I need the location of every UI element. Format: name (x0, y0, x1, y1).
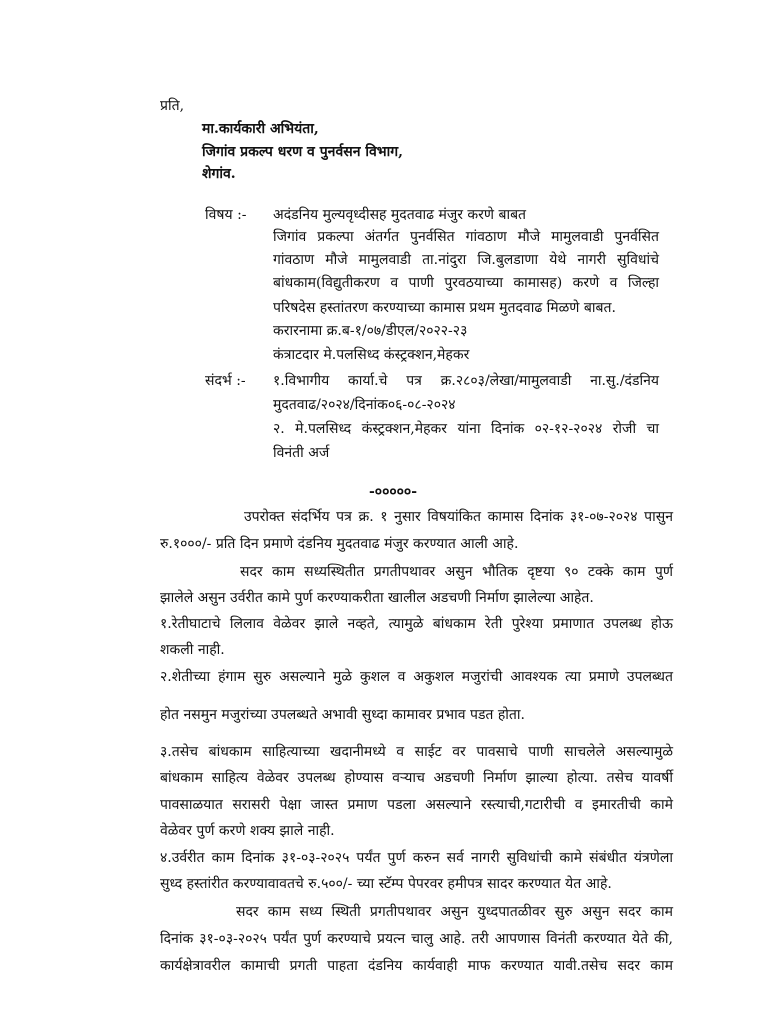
subject-line: बांधकाम(विद्युतीकरण व पाणी पुरवठयाच्या कामासह) करणे व जिल्हा (273, 275, 659, 291)
addressee-department: जिगांव प्रकल्प धरण व पुनर्वसन विभाग, (202, 144, 403, 160)
body-line: पावसाळयात सरासरी पेक्षा जास्त प्रमाण पडला असल्याने रस्त्याची,गटारीची व इमारतीची कामे (160, 797, 673, 813)
reference-line: १.विभागीय कार्या.चे पत्र क्र.२८०३/लेखा/मामुलवाडी ना.सु./दंडनिय (273, 373, 659, 389)
body-line: २.शेतीच्या हंगाम सुरु असल्याने मुळे कुशल व अकुशल मजुरांची आवश्यक त्या प्रमाणे उपलब्धत (160, 669, 673, 685)
reference-line: २. मे.पलसिध्द कंस्ट्रक्शन,मेहकर यांना दिनांक ०२-१२-२०२४ रोजी चा (273, 421, 659, 437)
reference-line: मुदतवाढ/२०२४/दिनांक०६-०८-२०२४ (273, 397, 456, 413)
body-line: सदर काम सध्य स्थिती प्रगतीपथावर असुन युध्दपातळीवर सुरु असुन सदर काम (236, 904, 673, 920)
body-line: होत नसमुन मजुरांच्या उपलब्धते अभावी सुध्दा कामावर प्रभाव पडत होता. (160, 707, 525, 723)
subject-label: विषय :- (205, 207, 247, 223)
body-line: ३.तसेच बांधकाम साहित्याच्या खदानीमध्ये व साईट वर पावसाचे पाणी साचलेले असल्यामुळे (160, 744, 673, 760)
salutation: प्रति, (160, 98, 185, 114)
subject-line: गांवठाण मौजे मामुलवाडी ता.नांदुरा जि.बुलडाणा येथे नागरी सुविधांचे (273, 252, 659, 268)
body-line: १.रेतीघाटाचे लिलाव वेळेवर झाले नव्हते, त्यामुळे बांधकाम रेती पुरेश्या प्रमाणात उपलब्ध होऊ (160, 616, 673, 632)
body-line: रु.१०००/- प्रति दिन प्रमाणे दंडनिय मुदतवाढ मंजुर करण्यात आली आहे. (160, 536, 519, 552)
body-line: दिनांक ३१-०३-२०२५ पर्यंत पुर्ण करण्याचे प्रयत्न चालु आहे. तरी आपणास विनंती करण्यात येते की, (160, 931, 673, 947)
reference-label: संदर्भ :- (205, 373, 246, 389)
subject-line: अदंडनिय मुल्यवृध्दीसह मुदतवाढ मंजुर करणे बाबत (273, 207, 527, 223)
addressee-city: शेगांव. (202, 166, 236, 182)
agreement-number: करारनामा क्र.ब-१/०७/डीएल/२०२२-२३ (273, 323, 468, 339)
contractor-name: कंत्राटदार मे.पलसिध्द कंस्ट्रक्शन,मेहकर (273, 347, 470, 363)
body-line: कार्यक्षेत्रावरील कामाची प्रगती पाहता दंडनिय कार्यवाही माफ करण्यात यावी.तसेच सदर काम (160, 958, 673, 974)
body-line: वेळेवर पुर्ण करणे शक्य झाले नाही. (160, 823, 335, 839)
addressee-title: मा.कार्यकारी अभियंता, (202, 121, 319, 137)
body-line: सुध्द हस्तांरीत करण्यावावतचे रु.५००/- च्या स्टॅम्प पेपरवर हमीपत्र सादर करण्यात येत आहे. (160, 876, 612, 892)
body-line: बांधकाम साहित्य वेळेवर उपलब्ध होण्यास वऱ्याच अडचणी निर्माण झाल्या होत्या. तसेच यावर्षी (160, 770, 673, 786)
separator: -०००००- (369, 484, 418, 500)
subject-line: जिगांव प्रकल्पा अंतर्गत पुनर्वसित गांवठाण मौजे मामुलवाडी पुनर्वसित (273, 229, 659, 245)
body-line: ४.उर्वरीत काम दिनांक ३१-०३-२०२५ पर्यंत पुर्ण करुन सर्व नागरी सुविधांची कामे संबंधीत यंत्रणेला (160, 850, 673, 866)
body-line: उपरोक्त संदर्भिय पत्र क्र. १ नुसार विषयांकित कामास दिनांक ३१-०७-२०२४ पासुन (244, 509, 673, 525)
body-line: शकली नाही. (160, 642, 225, 658)
body-line: झालेले असुन उर्वरीत कामे पुर्ण करण्याकरीता खालील अडचणी निर्माण झालेल्या आहेत. (160, 590, 594, 606)
reference-line: विनंती अर्ज (273, 445, 330, 461)
subject-line: परिषदेस हस्तांतरण करण्याच्या कामास प्रथम मुतदवाढ मिळणे बाबत. (273, 300, 616, 316)
body-line: सदर काम सध्यस्थितीत प्रगतीपथावर असुन भौतिक दृष्टया ९० टक्के काम पुर्ण (240, 564, 673, 580)
